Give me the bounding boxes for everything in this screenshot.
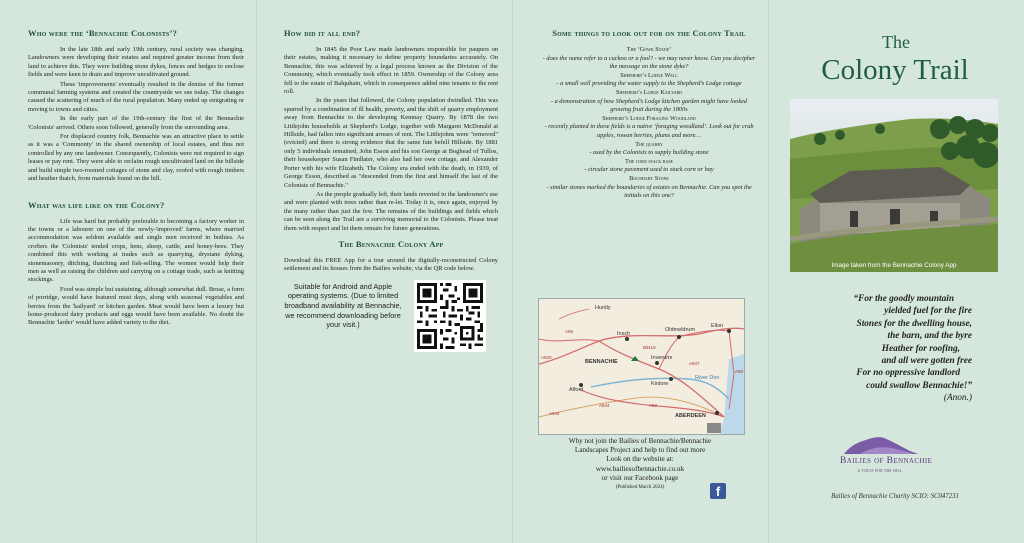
poem-line: Heather for roofing, <box>881 343 960 354</box>
poem-line: the barn, and the byre <box>887 331 972 342</box>
join-line: Why not join the Bailies of Bennachie/Bennachie <box>568 437 712 445</box>
title-the: The <box>882 32 910 52</box>
paragraph: In the late 18th and early 19th century, rural society was changing. Landowners were developing their estates and required greater income from their land to achieve this. They were building stone dykes, fences and hedges to enclose fields and were keen to drain and improve uncultivated ground. <box>28 46 244 79</box>
list-item-title: Shepherd’s Lodge Well <box>620 71 678 79</box>
heading-who-were: Who were the ‘Bennachie Colonists’? <box>28 28 178 38</box>
panel-who-were-colonists <box>0 0 256 543</box>
colony-app-image <box>790 99 998 272</box>
list-item-title: The quarry <box>635 140 663 148</box>
paragraph: In the years that followed, the Colony population dwindled. This was spurred by a combination of ill health, poverty, and the shift of quarry employment away from Bennachie to the developing Kemnay Quarry. By 1878 the two Littlejohn households at Shepherd's Lodge, together with Margaret McDonald at Hillside, had fallen into significant arrears of rent. The Littlejohns were "removed" (evicted) and there is strong evidence that the same fate befell Hillside. By 1881 only 5 individuals remained, John Esson and his son George at Boghead of Tullos, their housekeeper Susan Findlater, who also had her own cottage, and Alexander Porter with his wife Elizabeth. The Colony era ended with the death, in 1939, of George Esson, described as "descended from the first and himself the last of the Colonists of Bennachie." <box>284 97 498 189</box>
mountain-logo-icon <box>840 432 920 456</box>
map-graphic <box>539 299 744 434</box>
map-label: Huntly <box>595 305 611 311</box>
map-road-label: A90 <box>735 369 744 374</box>
list-item-desc: - a small well providing the water supply to the Shepherd’s Lodge cottage <box>556 80 742 88</box>
map-label: Insch <box>617 331 631 337</box>
map-river-label: River Don <box>695 375 720 381</box>
app-download-block <box>284 282 498 362</box>
app-compatibility-text: Suitable for Android and Apple operating systems. (Due to limited broadband availability at Bennachie, we recommend downloading before your visit.) <box>284 281 402 330</box>
list-item-title: Shepherd’s Lodge Foraging Woodland <box>602 114 696 122</box>
heading-colony-app: The Bennachie Colony App <box>338 238 444 249</box>
paragraph: In the early part of the 19th-century the first of the Bennachie 'Colonists' arrived. Others soon followed, generally from the surrounding area. <box>28 115 244 131</box>
map-label: Alford <box>569 387 584 393</box>
poem <box>790 293 1000 405</box>
list-item-desc: - similar stones marked the boundaries of estates on Bennachie. Can you spot the initials on this one? <box>546 183 752 200</box>
poem-line: For no oppressive landlord <box>856 368 960 379</box>
paragraph: These 'improvements' eventually resulted in the demise of the former communal farming systems and created the countryside we see today. The changes caused the scattering of much of the rural population. Many ended up emigrating or moving to towns and cities. <box>28 80 244 113</box>
map-road-label: A947 <box>689 361 700 366</box>
charity-number: Bailies of Bennachie Charity SCIO: SC047231 <box>831 493 959 500</box>
map-road-label: B9119 <box>643 345 656 350</box>
map-label: Kintore <box>651 381 669 387</box>
trail-features-list <box>540 46 758 201</box>
list-item-title: Boundary Stone <box>629 174 669 182</box>
heading-how-did-it-end: How did it all end? <box>284 28 361 38</box>
map-label: Inverurie <box>651 355 673 361</box>
poem-line: and all were gotten free <box>881 356 972 367</box>
poem-line: Stones for the dwelling house, <box>856 318 972 329</box>
list-item-title: The corn stack base <box>624 157 674 165</box>
paragraph: For displaced country folk, Bennachie was an attractive place to settle as it was a 'Commonty' in the shared ownership of local estates, and thus not controlled by any one landowner. Consequently, Colonists were not required to sign leases or pay rent. They were able to reclaim rough uncultivated land on the hillside and build simple two-roomed cottages of stone and clay, roofed with rough timbers and heather thatch, from materials found on the hill. <box>28 133 244 183</box>
poem-line: could swallow Bennachie!” <box>866 380 972 391</box>
poem-attribution: (Anon.) <box>943 393 972 404</box>
map-road-label: A944 <box>549 411 560 416</box>
list-item-desc: - circular stone pavement used to stack corn or hay <box>584 166 714 174</box>
page-title: Colony Trail <box>821 54 969 86</box>
map-road-label: A920 <box>541 355 552 360</box>
published-date: (Published March 2024) <box>615 485 665 491</box>
join-line: or visit our Facebook page <box>601 473 679 482</box>
map-label: ABERDEEN <box>675 413 706 419</box>
join-line: Look on the website at: <box>606 455 674 464</box>
list-item-title: The ‘Gowk Stane’ <box>626 46 672 53</box>
qr-code-icon[interactable] <box>414 280 486 352</box>
photo-caption: Image taken from the Bennachie Colony App <box>831 262 957 269</box>
list-item-desc: - does the name refer to a cuckoo or a fool? - we may never know. Can you decipher the message on the stone dyke? <box>542 54 756 71</box>
join-line: Landscapes Project and help to find out more <box>574 446 706 455</box>
map-road-label: A944 <box>599 403 610 408</box>
list-item-desc: - recently planted in these fields is a native ‘foraging woodland’. Look out for crab apples, rowan berries, plums and more… <box>544 123 754 139</box>
paragraph-app: Download this FREE App for a tour around the digitally-reconstructed Colony settlement and its houses from the Bailies website, via the QR code below. <box>284 256 498 273</box>
map-road-label: A93 <box>649 403 658 408</box>
poem-line: yielded fuel for the fire <box>884 306 972 317</box>
colony-photo <box>790 99 998 272</box>
logo-text: Bailies of Bennachie <box>840 456 933 466</box>
paragraph: In 1845 the Poor Law made landowners responsible for paupers on their estates, making it necessary to define property boundaries accurately. On Bennachie, this was achieved by a legal process known as the Division of the Commonty, which eventually took effect in 1859. Ownership of the Colony area fell to the estate of Balquhain, which in consequence added nine tenants to the rent roll. <box>284 46 498 96</box>
map-label: BENNACHIE <box>585 359 618 365</box>
join-bailies-text <box>512 437 768 492</box>
paragraph: Life was hard but probably preferable to becoming a factory worker in the towns or a labourer on one of the newly-'improved' farms, where married accommodation was seldom available and single men received in bothies. As crofters the 'Colonists' tended crops, hens, sheep, cattle, and honey-bees. They combined this with working at trades such as quarrying, drystane dyking, stonemasonry, ditching, thatching and fish-selling. The women would help their men as well as raising the children and carrying on a cottage trade, such as knitting stockings. <box>28 217 244 284</box>
map-label: Oldmeldrum <box>665 327 695 333</box>
bailies-logo <box>840 432 933 484</box>
heading-things-to-look-for: Some things to look out for on the Colony Trail <box>552 28 746 38</box>
paragraph: Food was simple but sustaining, although somewhat dull. Brose, a form of porridge, would have featured most days, along with seasonal vegetables and berries from the 'kailyard' or kitchen garden. Meat would have been a luxury but home-produced dairy products and eggs would have been available. No doubt the Bennachie 'larder' would have added variety to the diet. <box>28 285 244 327</box>
list-item-desc: - a demonstration of how Shepherd’s Lodge kitchen garden might have looked growing fruit during the 1800s <box>550 97 748 114</box>
list-item-desc: - used by the Colonists to supply building stone <box>589 149 709 157</box>
paragraph: As the people gradually left, their lands reverted to the landowner's use and were planted with trees rather than re-let. Today it is, once again, enjoyed by the many rather than just the few. The remains of the buildings and fields which can be seen along the Trail are a surviving memorial to the Colonists. Please treat them with respect and let them remain for future generations. <box>284 190 498 232</box>
list-item-title: Shepherd’s Lodge Kailyard <box>615 88 683 96</box>
fold-line <box>768 0 769 543</box>
heading-life-on-colony: What was life like on the Colony? <box>28 199 165 210</box>
logo-tagline: A VOICE FOR THE HILL <box>857 469 903 473</box>
facebook-icon[interactable]: f <box>710 483 726 499</box>
location-map[interactable] <box>538 298 745 435</box>
website-link[interactable]: www.bailiesofbennachie.co.uk <box>595 464 685 473</box>
map-label: Ellon <box>711 323 724 329</box>
map-road-label: A96 <box>565 329 574 334</box>
panel-how-did-it-end <box>256 0 512 543</box>
poem-line: “For the goodly mountain <box>853 294 954 304</box>
